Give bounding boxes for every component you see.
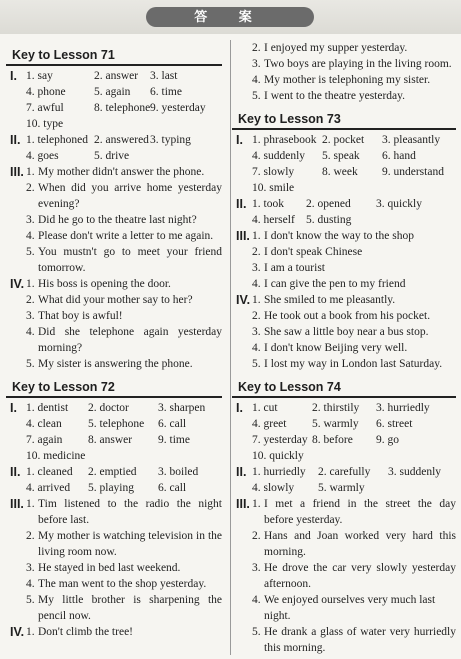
sentence-text: His boss is opening the door. [38, 278, 171, 290]
answer-cell: 1. cut [252, 402, 278, 414]
exercise-group [232, 400, 456, 464]
answer-cell: 8. answer [88, 434, 133, 446]
answer-cell: 1. dentist [26, 402, 69, 414]
item-number: 2. [252, 310, 261, 322]
item-number: 5. [252, 90, 261, 102]
sentence-continuation: afternoon. [264, 578, 311, 590]
sentence-continuation: pencil now. [38, 610, 91, 622]
answer-cell: 4. clean [26, 418, 62, 430]
answer-cell: 9. understand [382, 166, 444, 178]
answer-cell: 6. street [376, 418, 413, 430]
sentence-continuation: before yesterday. [264, 514, 343, 526]
answer-cell: 1. say [26, 70, 53, 82]
answer-cell: 2. opened [306, 198, 351, 210]
answer-cell: 3. suddenly [388, 466, 442, 478]
sentence-text: My mother didn't answer the phone. [38, 166, 205, 178]
answer-row [6, 148, 222, 164]
item-number: 1. [252, 294, 261, 306]
answer-row [6, 68, 222, 84]
sentence-item [232, 560, 456, 576]
sentence-item [232, 324, 456, 340]
answer-cell: 5. dusting [306, 214, 352, 226]
sentence-item [6, 180, 222, 196]
item-number: 1. [26, 626, 35, 638]
answer-cell: 5. speak [322, 150, 360, 162]
answer-cell: 2. emptied [88, 466, 137, 478]
answer-cell: 1. telephoned [26, 134, 88, 146]
answer-cell: 1. phrasebook [252, 134, 317, 146]
exercise-group [6, 400, 222, 464]
item-number: 3. [252, 562, 261, 574]
exercise-group [232, 496, 456, 656]
sentence-text: My mother is watching television in the [38, 530, 222, 542]
exercise-number: I. [10, 401, 17, 415]
item-number: 1. [26, 166, 35, 178]
item-number: 4. [26, 230, 35, 242]
sentence-item [232, 72, 456, 88]
sentence-item [6, 164, 222, 180]
answer-cell: 3. pleasantly [382, 134, 441, 146]
answer-row [6, 100, 222, 116]
sentence-continuation: evening? [38, 198, 80, 210]
sentence-item [232, 56, 456, 72]
exercise-number: IV. [10, 625, 25, 639]
answer-cell: 4. arrived [26, 482, 71, 494]
exercise-number: III. [10, 165, 24, 179]
item-number: 4. [26, 326, 35, 338]
answer-row [232, 432, 456, 448]
answer-cell: 4. herself [252, 214, 295, 226]
answer-row [232, 196, 456, 212]
answer-cell: 5. warmly [312, 418, 359, 430]
sentence-item [6, 624, 222, 640]
answer-cell: 6. call [158, 418, 187, 430]
sentence-text: Hans and Joan worked very hard this [264, 530, 456, 542]
sentence-item [232, 308, 456, 324]
sentence-item [232, 496, 456, 512]
exercise-group [232, 196, 456, 228]
sentence-continuation: this morning. [264, 642, 326, 654]
item-number: 1. [26, 498, 35, 510]
answer-row [6, 480, 222, 496]
item-number: 2. [26, 530, 35, 542]
sentence-item [6, 592, 222, 608]
item-number: 5. [252, 358, 261, 370]
sentence-item [232, 340, 456, 356]
lesson-section [232, 40, 456, 104]
exercise-number: II. [10, 133, 21, 147]
exercise-group [6, 164, 222, 276]
sentence-continuation: living room now. [38, 546, 117, 558]
exercise-group [6, 624, 222, 640]
answer-cell: 7. again [26, 434, 63, 446]
sentence-text: Did he go to the theatre last night? [38, 214, 197, 226]
sentence-item [232, 40, 456, 56]
lesson-title: Key to Lesson 73 [232, 104, 456, 130]
answer-row [6, 416, 222, 432]
item-number: 2. [252, 246, 261, 258]
item-number: 2. [26, 294, 35, 306]
answer-cell: 5. drive [94, 150, 130, 162]
lesson-title: Key to Lesson 74 [232, 372, 456, 398]
item-number: 3. [252, 262, 261, 274]
item-number: 1. [252, 498, 261, 510]
item-number: 5. [252, 626, 261, 638]
item-number: 4. [26, 578, 35, 590]
sentence-item [232, 528, 456, 544]
sentence-item [6, 496, 222, 512]
answer-cell: 2. answer [94, 70, 139, 82]
exercise-number: I. [236, 133, 243, 147]
header-band [0, 0, 461, 34]
sentence-text: You mustn't go to meet your friend [38, 246, 222, 258]
sentence-item [6, 560, 222, 576]
item-number: 5. [26, 594, 35, 606]
answer-cell: 5. warmly [318, 482, 365, 494]
sentence-text: I don't know the way to the shop [264, 230, 414, 242]
exercise-number: I. [10, 69, 17, 83]
answer-cell: 7. yesterday [252, 434, 308, 446]
item-number: 5. [26, 358, 35, 370]
answer-cell: 7. slowly [252, 166, 295, 178]
item-number: 3. [252, 326, 261, 338]
sentence-item [232, 624, 456, 640]
sentence-item [6, 244, 222, 260]
answer-cell: 5. again [94, 86, 131, 98]
sentence-item [232, 88, 456, 104]
answer-row [232, 212, 456, 228]
answer-cell: 1. hurriedly [252, 466, 306, 478]
answer-cell: 2. answered [94, 134, 149, 146]
answer-cell: 4. phone [26, 86, 66, 98]
answer-cell: 6. hand [382, 150, 416, 162]
exercise-number: III. [236, 497, 250, 511]
sentence-text: What did your mother say to her? [38, 294, 193, 306]
exercise-group [6, 68, 222, 132]
answer-row [6, 400, 222, 416]
answer-cell: 4. greet [252, 418, 287, 430]
sentence-text: She saw a little boy near a bus stop. [264, 326, 429, 338]
answer-cell: 10. type [26, 118, 64, 130]
answer-cell: 3. quickly [376, 198, 422, 210]
answer-row [6, 132, 222, 148]
sentence-text: I can give the pen to my friend [264, 278, 406, 290]
answer-cell: 9. yesterday [150, 102, 206, 114]
sentence-text: He took out a book from his pocket. [264, 310, 431, 322]
item-number: 1. [252, 230, 261, 242]
sentence-item [232, 260, 456, 276]
item-number: 3. [26, 214, 35, 226]
sentence-item [6, 276, 222, 292]
answer-cell: 8. telephone [94, 102, 151, 114]
answer-cell: 2. pocket [322, 134, 365, 146]
answer-cell: 3. typing [150, 134, 191, 146]
answer-cell: 5. playing [88, 482, 134, 494]
sentence-text: When did you arrive home yesterday [38, 182, 222, 194]
answer-cell: 9. go [376, 434, 399, 446]
item-number: 3. [252, 58, 261, 70]
answer-cell: 10. quickly [252, 450, 304, 462]
sentence-text: That boy is awful! [38, 310, 123, 322]
sentence-item [6, 356, 222, 372]
sentence-text: He drank a glass of water very hurriedly [264, 626, 456, 638]
sentence-item [6, 576, 222, 592]
sentence-item [232, 356, 456, 372]
sentence-text: The man went to the shop yesterday. [38, 578, 207, 590]
lesson-section [232, 104, 456, 372]
answer-cell: 3. hurriedly [376, 402, 430, 414]
answer-cell: 1. cleaned [26, 466, 73, 478]
sentence-text: My mother is telephoning my sister. [264, 74, 431, 86]
item-number: 4. [252, 278, 261, 290]
exercise-number: IV. [236, 293, 251, 307]
sentence-text: I met a friend in the street the day [264, 498, 456, 510]
exercise-group [232, 464, 456, 496]
answer-row [232, 400, 456, 416]
answer-row [232, 148, 456, 164]
header-title: 答 案 [146, 7, 314, 27]
sentence-item [6, 292, 222, 308]
sentence-text: My sister is answering the phone. [38, 358, 193, 370]
column-divider [230, 40, 231, 655]
exercise-group [232, 132, 456, 196]
answer-cell: 2. carefully [318, 466, 371, 478]
item-number: 4. [252, 342, 261, 354]
sentence-continuation: morning. [264, 546, 306, 558]
lesson-section [6, 372, 222, 640]
answer-cell: 3. sharpen [158, 402, 206, 414]
exercise-group [232, 40, 456, 104]
exercise-number: III. [236, 229, 250, 243]
answer-cell: 8. before [312, 434, 353, 446]
sentence-item [6, 228, 222, 244]
sentence-continuation: morning? [38, 342, 83, 354]
answer-row [6, 84, 222, 100]
sentence-item [232, 244, 456, 260]
answer-cell: 8. week [322, 166, 358, 178]
exercise-group [6, 464, 222, 496]
lesson-section [232, 372, 456, 656]
exercise-number: I. [236, 401, 243, 415]
item-number: 3. [26, 310, 35, 322]
answer-cell: 2. thirstily [312, 402, 360, 414]
answer-cell: 1. took [252, 198, 284, 210]
sentence-text: I don't speak Chinese [264, 246, 363, 258]
exercise-number: III. [10, 497, 24, 511]
answer-cell: 7. awful [26, 102, 64, 114]
answer-cell: 2. doctor [88, 402, 129, 414]
exercise-number: II. [10, 465, 21, 479]
answer-row [6, 464, 222, 480]
answer-row [232, 180, 456, 196]
sentence-text: Tim listened to the radio the night [38, 498, 222, 510]
exercise-group [6, 496, 222, 624]
sentence-item [6, 528, 222, 544]
sentence-text: He stayed in bed last weekend. [38, 562, 181, 574]
item-number: 2. [252, 42, 261, 54]
sentence-text: Two boys are playing in the living room. [264, 58, 452, 70]
answer-cell: 4. suddenly [252, 150, 306, 162]
sentence-text: I went to the theatre yesterday. [264, 90, 406, 102]
exercise-group [232, 228, 456, 292]
lesson-title: Key to Lesson 72 [6, 372, 222, 398]
answer-cell: 4. slowly [252, 482, 295, 494]
answer-row [232, 164, 456, 180]
sentence-text: Please don't write a letter to me again. [38, 230, 214, 242]
sentence-text: Don't climb the tree! [38, 626, 133, 638]
item-number: 2. [252, 530, 261, 542]
answer-row [232, 448, 456, 464]
sentence-continuation: tomorrow. [38, 262, 86, 274]
lesson-section [6, 40, 222, 372]
sentence-text: I am a tourist [264, 262, 325, 274]
sentence-item [232, 276, 456, 292]
sentence-item [232, 592, 456, 624]
item-number: 3. [26, 562, 35, 574]
sentence-continuation: before last. [38, 514, 90, 526]
answer-row [232, 132, 456, 148]
lesson-title: Key to Lesson 71 [6, 40, 222, 66]
sentence-text: We enjoyed ourselves very much last night. [264, 594, 436, 622]
exercise-group [6, 132, 222, 164]
sentence-text: I enjoyed my supper yesterday. [264, 42, 408, 54]
answer-row [232, 416, 456, 432]
sentence-item [6, 308, 222, 324]
item-number: 5. [26, 246, 35, 258]
answer-cell: 10. smile [252, 182, 295, 194]
sentence-item [6, 212, 222, 228]
answer-cell: 3. boiled [158, 466, 199, 478]
answer-row [6, 448, 222, 464]
exercise-number: II. [236, 197, 247, 211]
right-column [232, 40, 456, 656]
exercise-group [6, 276, 222, 372]
sentence-text: Did she telephone again yesterday [38, 326, 222, 338]
answer-row [232, 480, 456, 496]
sentence-item [6, 324, 222, 340]
sentence-text: I lost my way in London last Saturday. [264, 358, 443, 370]
exercise-number: IV. [10, 277, 25, 291]
answer-cell: 10. medicine [26, 450, 86, 462]
answer-row [6, 432, 222, 448]
exercise-number: II. [236, 465, 247, 479]
left-column [6, 40, 222, 640]
sentence-item [232, 292, 456, 308]
answer-cell: 5. telephone [88, 418, 145, 430]
answer-cell: 6. time [150, 86, 182, 98]
sentence-item [232, 228, 456, 244]
answer-row [6, 116, 222, 132]
sentence-text: She smiled to me pleasantly. [264, 294, 396, 306]
sentence-text: He drove the car very slowly yesterday [264, 562, 456, 574]
item-number: 1. [26, 278, 35, 290]
sentence-text: I don't know Beijing very well. [264, 342, 408, 354]
answer-cell: 6. call [158, 482, 187, 494]
sentence-text: My little brother is sharpening the [38, 594, 222, 606]
answer-row [232, 464, 456, 480]
exercise-group [232, 292, 456, 372]
answer-cell: 9. time [158, 434, 190, 446]
answer-cell: 4. goes [26, 150, 59, 162]
item-number: 4. [252, 74, 261, 86]
item-number: 4. [252, 594, 261, 606]
item-number: 2. [26, 182, 35, 194]
answer-cell: 3. last [150, 70, 178, 82]
